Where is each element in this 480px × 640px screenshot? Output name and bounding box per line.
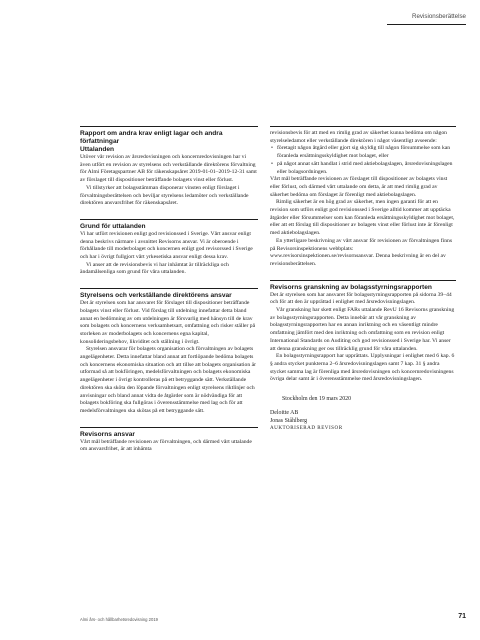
paragraph: Vår granskning har skett enligt FARs uttalande RevU 16 Revisorns granskning av bolagsstyrningsrapporten. Detta innebär att vår granskning av bolagsstyrningsrapporten har en annan inriktning och en väsentligt mindre omfattning jämfört med den inriktning och omfattning som en revision enligt International Standards on Auditing och god revisionssed i Sverige har. Vi anser att denna granskning ger oss tillräcklig grund för våra uttalanden. [270, 307, 455, 352]
paragraph: revisionsbevis för att med en rimlig grad av säkerhet kunna bedöma om någon styrelseledamot eller verkställande direktören i något väsentligt avseende: [270, 130, 448, 144]
paragraph: Vi anser att de revisionsbevis vi har inhämtat är tillräckliga och ändamålsenliga som grund för våra uttalanden. [80, 261, 229, 276]
section-heading: Styrelsens och verkställande direktörens ansvar [80, 292, 232, 300]
auditor-responsibility-section [80, 427, 258, 454]
auditor-responsibility-continued [270, 126, 456, 269]
section-label: Revisionsberättelse [412, 13, 466, 20]
section-heading: Rapport om andra krav enligt lagar och andra författningar [80, 130, 223, 145]
auditor-title: AUKTORISERAD REVISOR [270, 425, 343, 432]
paragraph: Vårt mål beträffande revisionen av förslaget till dispositioner av bolagets vinst eller förlust, och därmed vårt uttalande om detta, är att med rimlig grad av säkerhet bedöma om förslaget är förenligt med aktiebolagslagen. [270, 176, 448, 198]
audit-firm: Deloitte AB [270, 410, 299, 417]
section-divider [80, 288, 258, 289]
section-divider [80, 219, 258, 220]
section-divider [80, 126, 258, 127]
paragraph: En ytterligare beskrivning av vårt ansvar för revisionen av förvaltningen finns på Revisorsinspektionens webbplats: www.revisorsinspektionen.se/revisornsansvar. Denna beskrivning är en del av revisionsberättelsen. [270, 237, 453, 267]
section-subheading: Uttalanden [80, 146, 115, 153]
opinion-section [80, 126, 258, 208]
section-heading: Grund för uttalanden [80, 222, 146, 230]
paragraph: Vi tillstyrker att bolagsstämman disponerar vinsten enligt förslaget i förvaltningsberättelsen och beviljar styrelsens ledamöter och verkställande direktören ansvarsfrihet för räkenskapsåret. [80, 184, 249, 207]
section-divider [80, 427, 258, 428]
list-item: • på något annat sätt handlat i strid med aktiebolagslagen, årsredovisningslagen eller bolagsordningen. [270, 161, 456, 176]
paragraph: Utöver vår revision av årsredovisningen och koncernredovisningen har vi även utfört en revision av styrelsens och verkställande direktörens förvaltning för Almi Företagspartner AB för räkenskapsåret 2019-01-01–2019-12-31 samt av förslaget till dispositioner beträffande bolagets vinst eller förlust. [80, 154, 257, 184]
basis-section [80, 219, 258, 277]
list-item: • företagit någon åtgärd eller gjort sig skyldig till någon försummelse som kan föranleda ersättningsskyldighet mot bolaget, eller [270, 145, 456, 160]
auditor-name: Jonas Ståhlberg [270, 417, 308, 424]
paragraph: Vårt mål beträffande revisionen av förvaltningen, och därmed vårt uttalande om ansvarsfrihet, är att inhämta [80, 438, 252, 453]
paragraph: Det är styrelsen som har ansvaret för bolagsstyrningsrapporten på sidorna 39–44 och för att den är upprättad i enlighet med årsredovisningslagen. [270, 291, 452, 306]
right-column [270, 126, 456, 433]
footer-publication: Almi års- och hållbarhetsredovisning 2019 [80, 617, 158, 622]
signoff [270, 395, 456, 433]
left-column [80, 126, 258, 465]
section-divider [270, 126, 456, 127]
corporate-governance-section [270, 280, 456, 384]
header-divider [387, 24, 466, 25]
paragraph: Vi har utfört revisionen enligt god revisionssed i Sverige. Vårt ansvar enligt denna beskrivs närmare i avsnittet Revisorns ansvar. Vi är oberoende i förhållande till moderbolaget och koncernen enligt god revisorssed i Sverige och har i övrigt fullgjort vårt yrkesetiska ansvar enligt dessa krav. [80, 230, 253, 261]
place-date: Stockholm den 19 mars 2020 [282, 396, 352, 403]
bullet-list [270, 145, 456, 176]
signatory [270, 410, 456, 433]
paragraph: Rimlig säkerhet är en hög grad av säkerhet, men ingen garanti för att en revision som utförs enligt god revisionssed i Sverige alltid kommer att upptäcka åtgärder eller försummelser som kan föranleda ersättningsskyldighet mot bolaget, eller att ett förslag till dispositioner av bolagets vinst eller förlust inte är förenligt med aktiebolagslagen. [270, 199, 455, 237]
section-heading: Revisorns ansvar [80, 430, 135, 438]
paragraph: En bolagsstyrningsrapport har upprättats. Upplysningar i enlighet med 6 kap. 6 § andra stycket punkterna 2–6 årsredovisningslagen samt 7 kap. 31 § andra stycket samma lag är förenliga med årsredovisningen och koncernredovisningens övriga delar samt är i överensstämmelse med årsredovisningslagen. [270, 353, 455, 383]
paragraph: Det är styrelsen som har ansvaret för förslaget till dispositioner beträffande bolagets vinst eller förlust. Vid förslag till utdelning innefattar detta bland annat en bedömning av om utdelningen är försvarlig med hänsyn till de krav som bolagets och koncernens verksamhetsart, omfattning och risker ställer på storleken av moderbolagets och koncernens egna kapital, konsolideringsbehov, likviditet och ställning i övrigt. [80, 300, 256, 345]
board-responsibility-section [80, 288, 258, 416]
page-number: 71 [458, 613, 466, 620]
section-heading: Revisorns granskning av bolagsstyrningsrapporten [270, 283, 432, 291]
paragraph: Styrelsen ansvarar för bolagets organisation och förvaltningen av bolagets angelägenheter. Detta innefattar bland annat att fortlöpande bedöma bolagets och koncernens ekonomiska situation och att tillse att bolagets organisation är utformad så att bokföringen, medelsförvaltningen och bolagets ekonomiska angelägenheter i övrigt kontrolleras på ett betryggande sätt. Verkställande direktören ska sköta den löpande förvaltningen enligt styrelsens riktlinjer och anvisningar och bland annat vidta de åtgärder som är nödvändiga för att bolagets bokföring ska fullgöras i överensstämmelse med lag och för att medelsförvaltningen ska skötas på ett betryggande sätt. [80, 346, 256, 414]
section-divider [270, 280, 456, 281]
